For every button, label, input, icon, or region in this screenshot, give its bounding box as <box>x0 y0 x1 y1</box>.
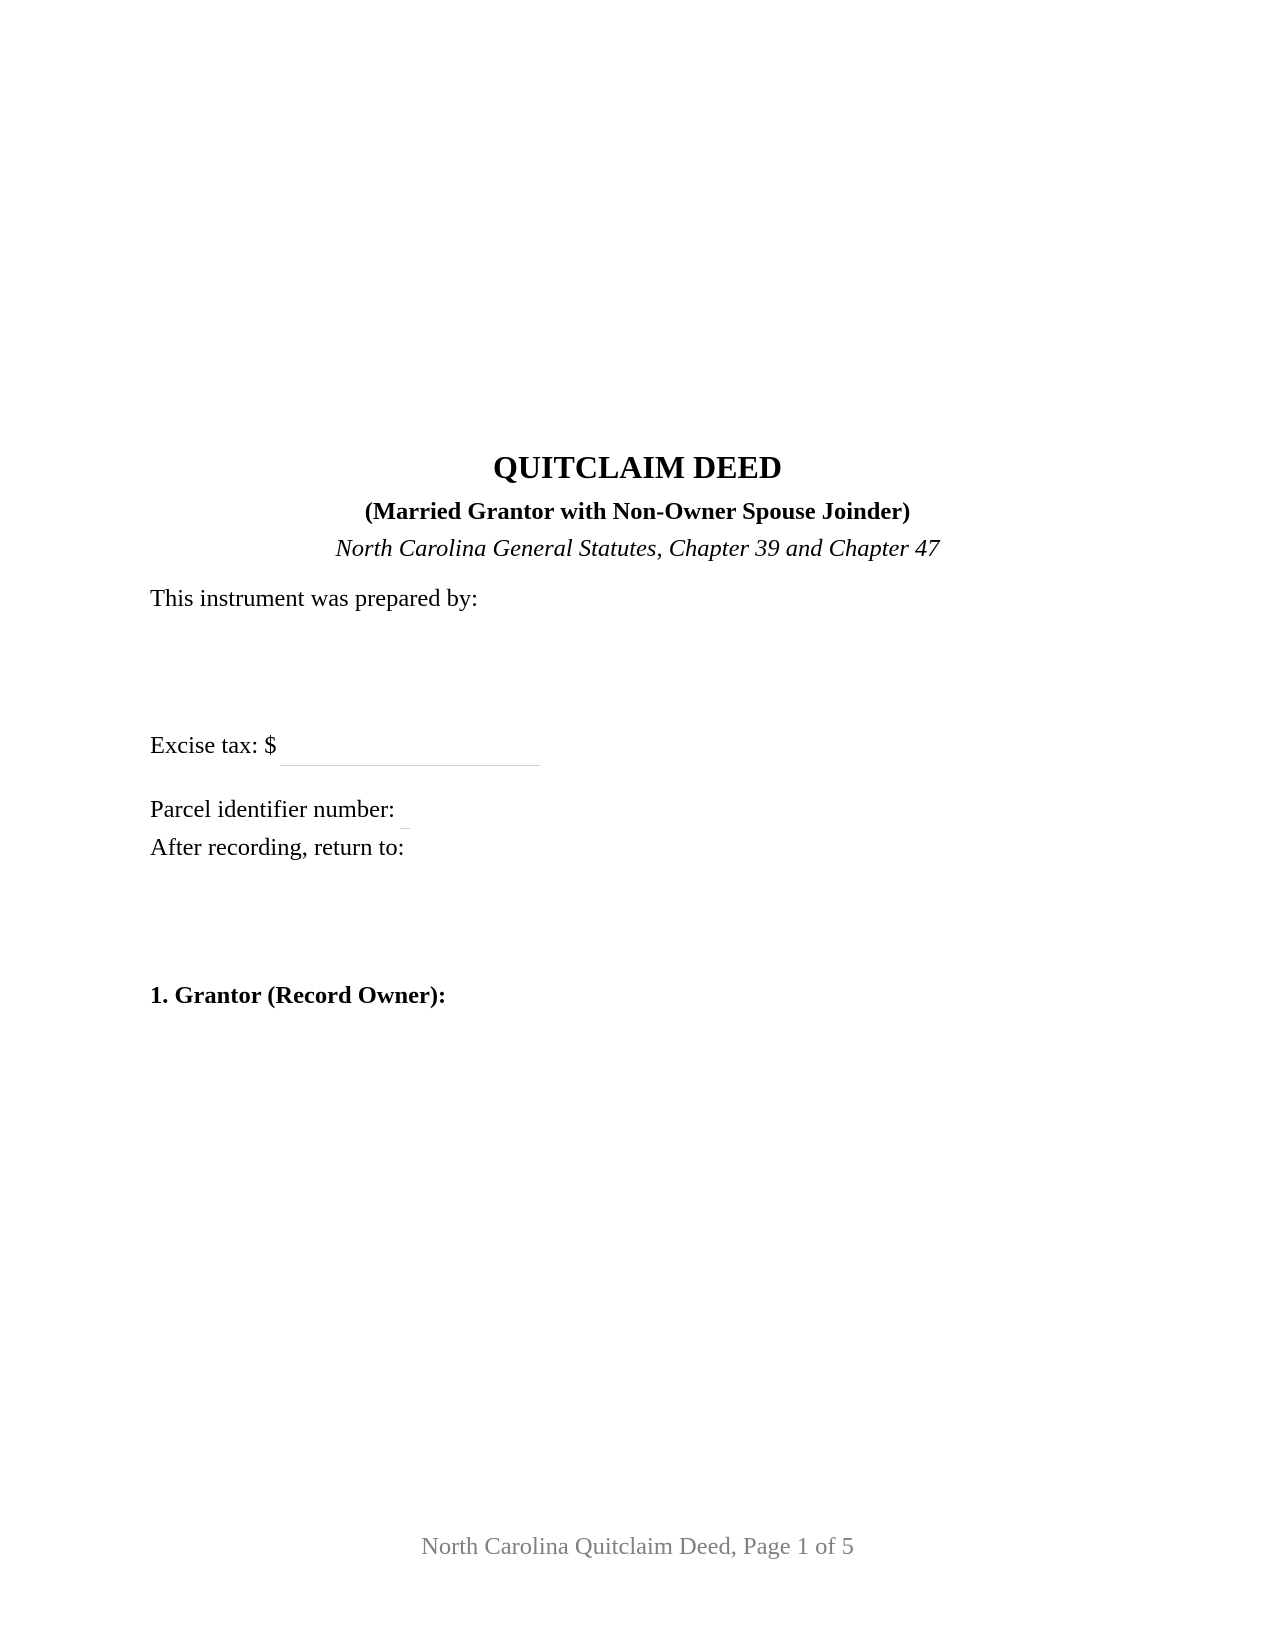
grantor-section-heading: 1. Grantor (Record Owner): <box>150 982 447 1009</box>
page-footer: North Carolina Quitclaim Deed, Page 1 of 5 <box>421 1533 854 1560</box>
document-title: QUITCLAIM DEED <box>493 449 782 485</box>
excise-tax-blank <box>280 765 540 766</box>
return-to-label: After recording, return to: <box>150 834 405 861</box>
prepared-by-label: This instrument was prepared by: <box>150 585 478 612</box>
excise-tax-label: Excise tax: $ <box>150 732 277 759</box>
statute-reference: North Carolina General Statutes, Chapter 39 and Chapter 47 <box>335 535 940 562</box>
document-subtitle: (Married Grantor with Non-Owner Spouse Joinder) <box>364 498 911 525</box>
parcel-identifier-label: Parcel identifier number: <box>150 796 395 823</box>
parcel-identifier-blank <box>400 828 410 829</box>
